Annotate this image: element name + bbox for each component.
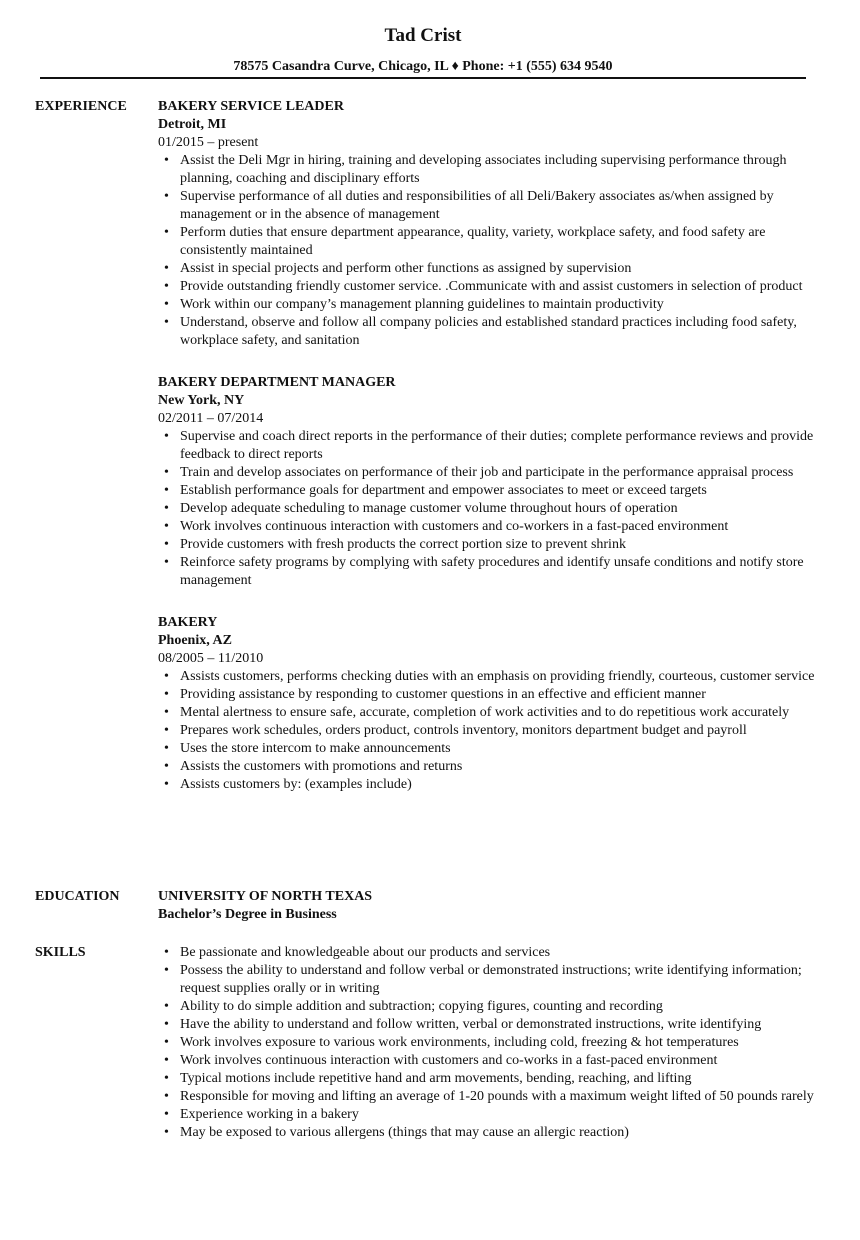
list-item: • Prepares work schedules, orders product, controls inventory, monitors department budget and payroll xyxy=(180,722,818,740)
school-name: UNIVERSITY OF NORTH TEXAS xyxy=(158,889,373,904)
contact-line: 78575 Casandra Curve, Chicago, IL ♦ Phone: +1 (555) 634 9540 xyxy=(233,59,613,74)
job-duties-list xyxy=(158,668,818,794)
list-item: • May be exposed to various allergens (things that may cause an allergic reaction) xyxy=(180,1124,818,1142)
list-item: • Perform duties that ensure department appearance, quality, variety, workplace safety, and food safety are consistently maintained xyxy=(180,224,818,260)
list-item: • Understand, observe and follow all company policies and established standard practices including food safety, workplace safety, and sanitation xyxy=(180,314,818,350)
job-title: BAKERY DEPARTMENT MANAGER xyxy=(158,375,396,390)
job-title: BAKERY xyxy=(158,615,218,630)
list-item: • Assist in special projects and perform other functions as assigned by supervision xyxy=(180,260,818,278)
skills-list xyxy=(158,944,818,1142)
list-item: • Supervise and coach direct reports in the performance of their duties; complete performance reviews and provide feedback to direct reports xyxy=(180,428,818,464)
list-item: • Assists customers by: (examples include) xyxy=(180,776,818,794)
list-item: • Work involves continuous interaction with customers and co-workers in a fast-paced environment xyxy=(180,518,818,536)
header-divider xyxy=(40,77,806,79)
list-item: • Possess the ability to understand and follow verbal or demonstrated instructions; write identifying information; request supplies orally or in writing xyxy=(180,962,818,998)
skills-heading: SKILLS xyxy=(35,945,86,960)
list-item: • Mental alertness to ensure safe, accurate, completion of work activities and to do repetitious work accurately xyxy=(180,704,818,722)
list-item: • Provide outstanding friendly customer service. .Communicate with and assist customers in selection of product xyxy=(180,278,818,296)
list-item: • Have the ability to understand and follow written, verbal or demonstrated instructions, write identifying xyxy=(180,1016,818,1034)
education-section xyxy=(158,888,818,924)
job-title: BAKERY SERVICE LEADER xyxy=(158,99,344,114)
job-location: Detroit, MI xyxy=(158,117,227,132)
experience-section xyxy=(158,98,818,794)
job-dates: 02/2011 – 07/2014 xyxy=(158,411,264,426)
list-item: • Train and develop associates on performance of their job and participate in the performance appraisal process xyxy=(180,464,818,482)
candidate-name: Tad Crist xyxy=(384,25,462,46)
list-item: • Provide customers with fresh products the correct portion size to prevent shrink xyxy=(180,536,818,554)
list-item: • Reinforce safety programs by complying with safety procedures and identify unsafe conditions and notify store management xyxy=(180,554,818,590)
job-duties-list xyxy=(158,152,818,350)
list-item: • Providing assistance by responding to customer questions in an effective and efficient manner xyxy=(180,686,818,704)
list-item: • Work involves continuous interaction with customers and co-works in a fast-paced environment xyxy=(180,1052,818,1070)
job-location: New York, NY xyxy=(158,393,245,408)
list-item: • Assists customers, performs checking duties with an emphasis on providing friendly, courteous, customer service xyxy=(180,668,818,686)
list-item: • Responsible for moving and lifting an average of 1-20 pounds with a maximum weight lifted of 50 pounds rarely xyxy=(180,1088,818,1106)
list-item: • Establish performance goals for department and empower associates to meet or exceed targets xyxy=(180,482,818,500)
list-item: • Typical motions include repetitive hand and arm movements, bending, reaching, and lifting xyxy=(180,1070,818,1088)
job-entry xyxy=(158,374,818,590)
education-heading: EDUCATION xyxy=(35,889,120,904)
job-duties-list xyxy=(158,428,818,590)
job-location: Phoenix, AZ xyxy=(158,633,232,648)
list-item: • Be passionate and knowledgeable about our products and services xyxy=(180,944,818,962)
job-dates: 01/2015 – present xyxy=(158,135,259,150)
job-entry xyxy=(158,98,818,350)
experience-heading: EXPERIENCE xyxy=(35,99,127,114)
list-item: • Work within our company’s management planning guidelines to maintain productivity xyxy=(180,296,818,314)
list-item: • Experience working in a bakery xyxy=(180,1106,818,1124)
job-dates: 08/2005 – 11/2010 xyxy=(158,651,264,666)
list-item: • Assist the Deli Mgr in hiring, training and developing associates including supervising performance through planning, coaching and disciplinary efforts xyxy=(180,152,818,188)
list-item: • Supervise performance of all duties and responsibilities of all Deli/Bakery associates as/when assigned by management or in the absence of management xyxy=(180,188,818,224)
list-item: • Assists the customers with promotions and returns xyxy=(180,758,818,776)
skills-section xyxy=(158,944,818,1142)
degree: Bachelor’s Degree in Business xyxy=(158,907,337,922)
list-item: • Develop adequate scheduling to manage customer volume throughout hours of operation xyxy=(180,500,818,518)
list-item: • Work involves exposure to various work environments, including cold, freezing & hot temperatures xyxy=(180,1034,818,1052)
list-item: • Ability to do simple addition and subtraction; copying figures, counting and recording xyxy=(180,998,818,1016)
job-entry xyxy=(158,614,818,794)
list-item: • Uses the store intercom to make announcements xyxy=(180,740,818,758)
